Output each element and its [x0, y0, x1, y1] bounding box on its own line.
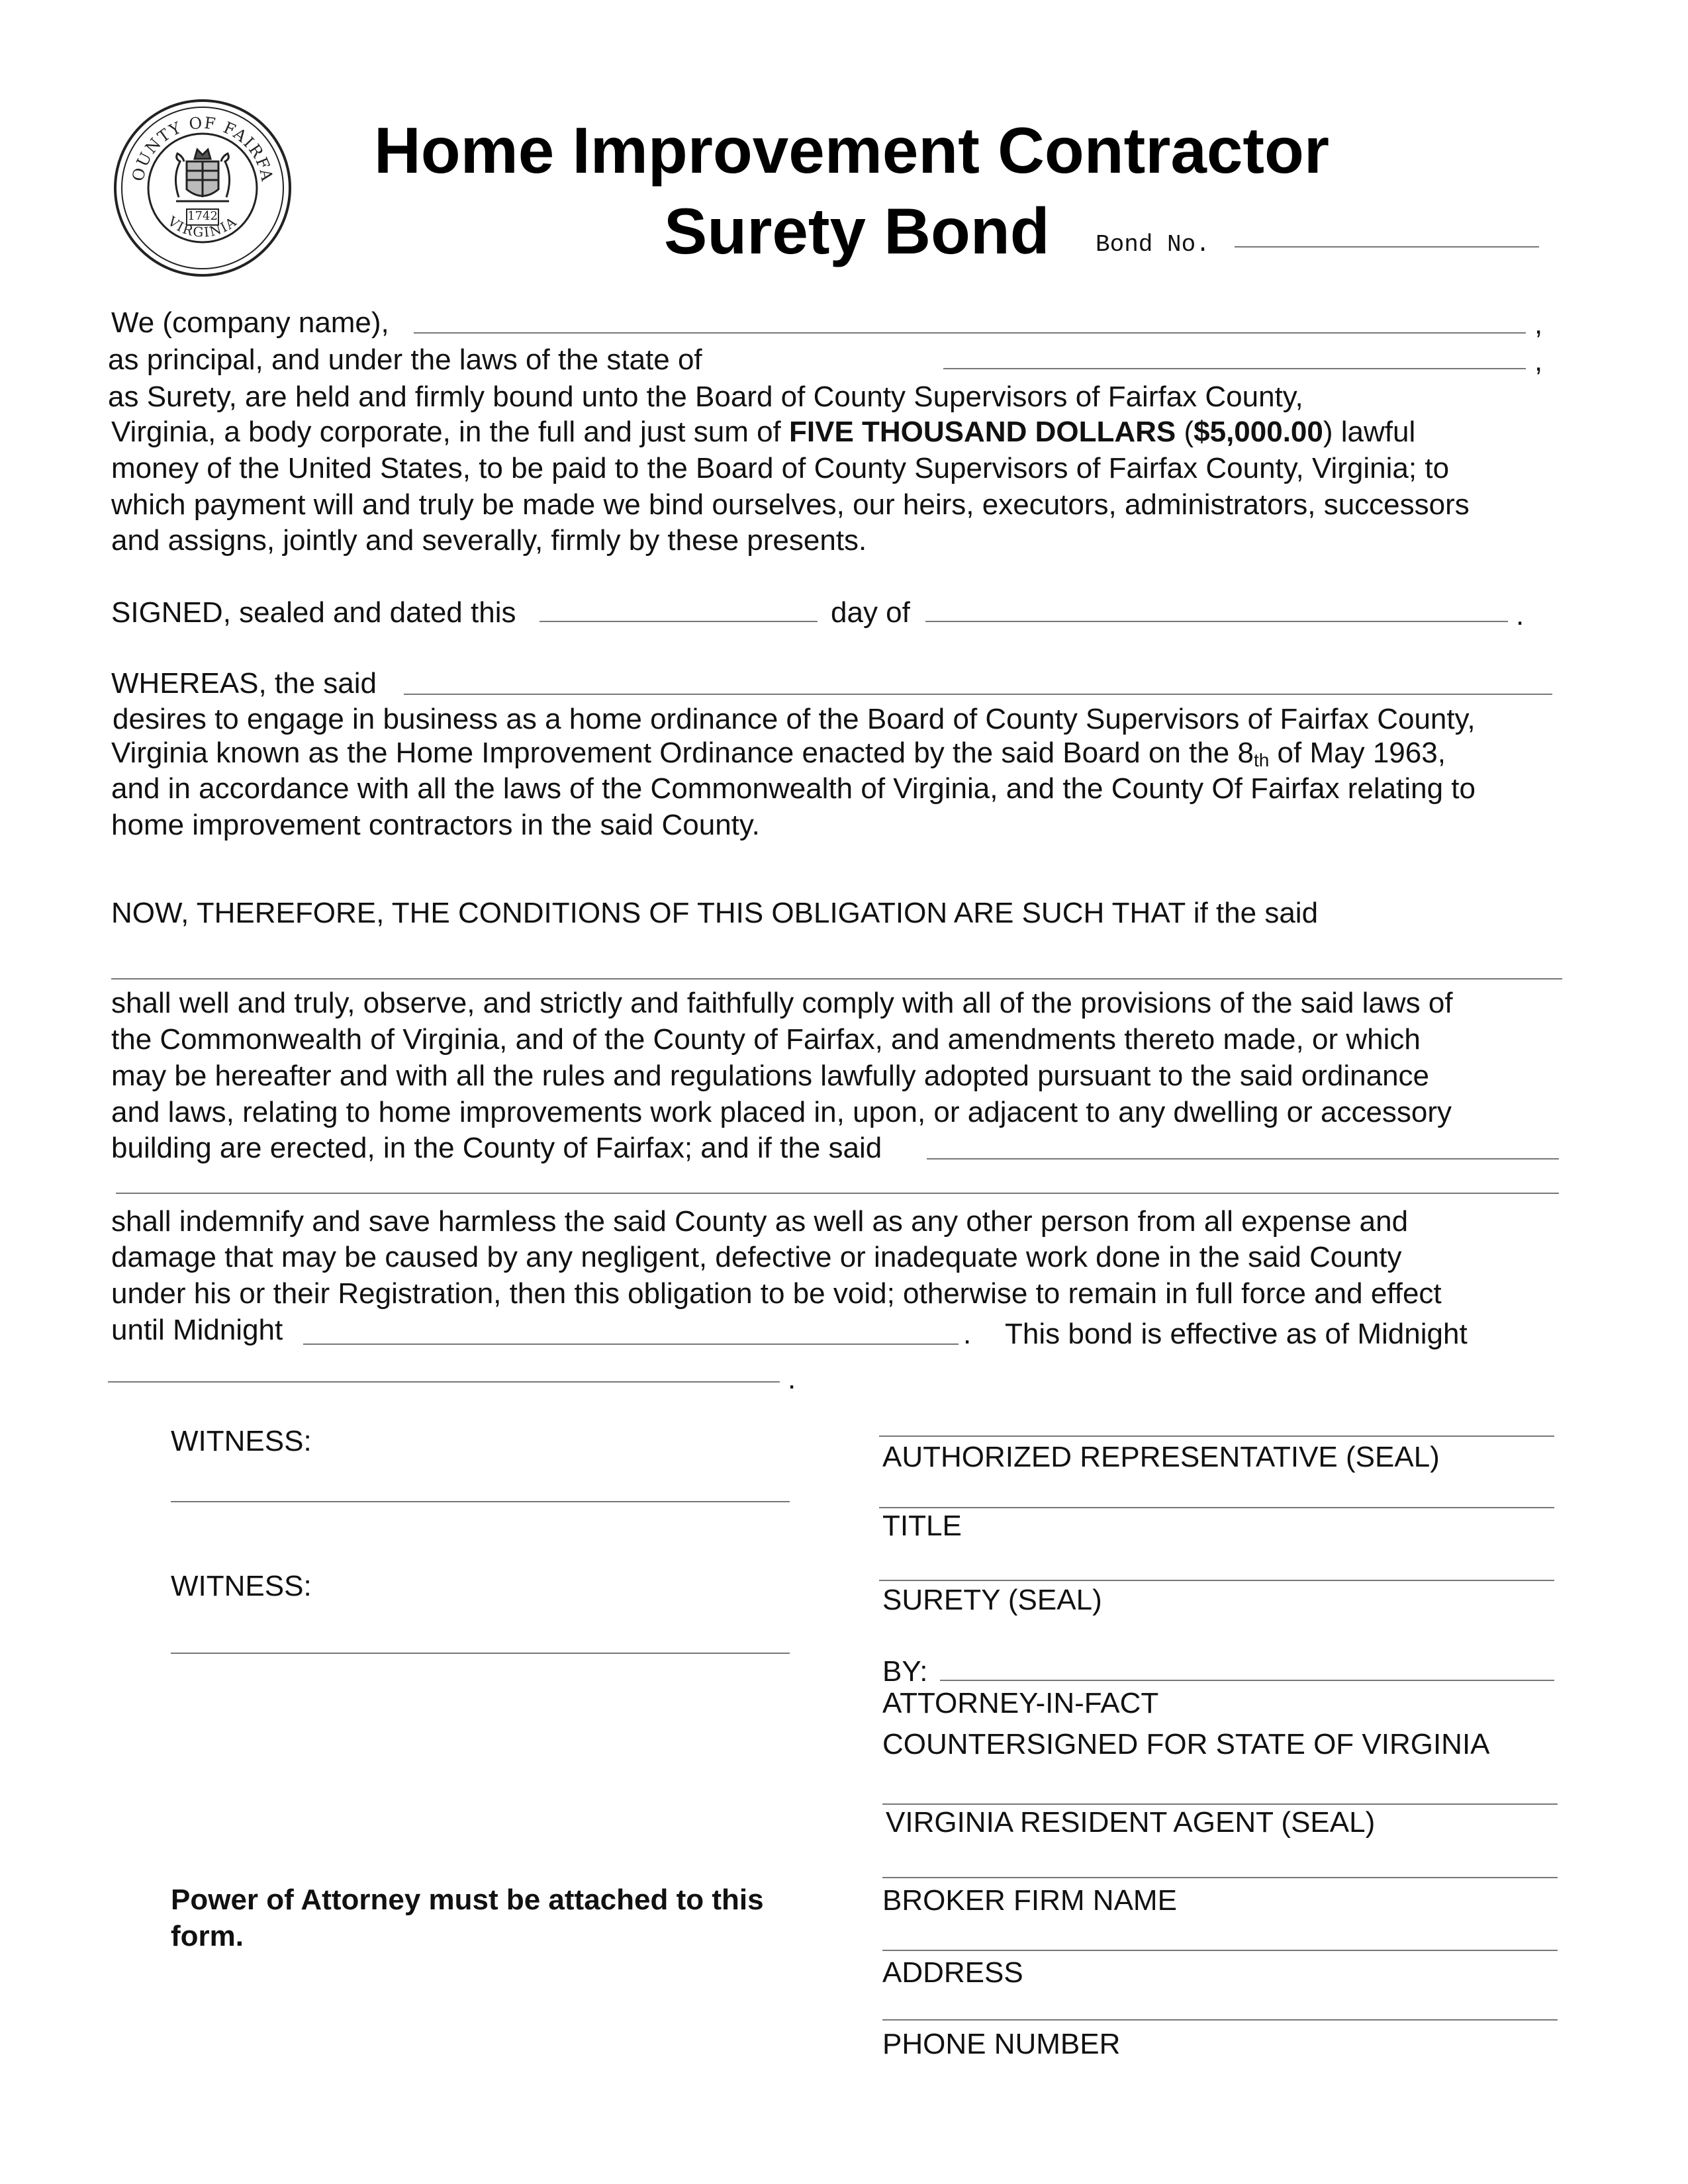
- title-line2: Surety Bond: [664, 195, 1050, 267]
- whereas-name-field[interactable]: [404, 694, 1552, 695]
- title-field[interactable]: [879, 1507, 1554, 1508]
- indemnify-name-field-1[interactable]: [927, 1158, 1559, 1160]
- conditions-name-field[interactable]: [111, 978, 1562, 979]
- comma-2: ,: [1534, 345, 1543, 377]
- effective-label: This bond is effective as of Midnight: [1005, 1318, 1468, 1350]
- county-seal-icon: [113, 98, 293, 278]
- whereas-label: WHEREAS, the said: [111, 667, 377, 700]
- authorized-rep-signature-field[interactable]: [879, 1435, 1554, 1437]
- day-of-label: day of: [831, 596, 910, 629]
- authorized-rep-label: AUTHORIZED REPRESENTATIVE (SEAL): [882, 1441, 1440, 1473]
- crest-icon: [175, 150, 229, 201]
- ordinance-text-a: Virginia known as the Home Improvement Ordinance enacted by the said Board on the 8: [111, 737, 1254, 769]
- witness-1-label: WITNESS:: [171, 1425, 312, 1457]
- resident-agent-label: VIRGINIA RESIDENT AGENT (SEAL): [886, 1806, 1376, 1839]
- bond-no-field[interactable]: [1235, 246, 1539, 248]
- address-field[interactable]: [882, 1950, 1558, 1951]
- surety-signature-field[interactable]: [879, 1580, 1554, 1581]
- signed-label: SIGNED, sealed and dated this: [111, 596, 516, 629]
- countersigned-label: COUNTERSIGNED FOR STATE OF VIRGINIA: [882, 1728, 1490, 1760]
- by-signature-field[interactable]: [940, 1680, 1554, 1681]
- sum-text-e: ) lawful: [1323, 416, 1416, 448]
- paragraph-1-line-6: which payment will and truly be made we bind ourselves, our heirs, executors, administrators, successors: [111, 488, 1470, 521]
- poa-note-line-2: form.: [171, 1920, 244, 1952]
- indemnify-name-field-2[interactable]: [116, 1193, 1559, 1194]
- county-seal: [113, 98, 293, 278]
- paragraph-2-line-5: home improvement contractors in the said County.: [111, 809, 760, 841]
- seal-year: 1742: [187, 209, 218, 223]
- paragraph-1-line-4: [111, 415, 1415, 449]
- principal-state-label: as principal, and under the laws of the state of: [108, 343, 702, 376]
- until-midnight-label: until Midnight: [111, 1314, 283, 1346]
- paragraph-3-line-5: building are erected, in the County of Fairfax; and if the said: [111, 1132, 882, 1164]
- company-name-label: We (company name),: [111, 306, 389, 339]
- paragraph-1-line-5: money of the United States, to be paid to the Board of County Supervisors of Fairfax County, Virginia; to: [111, 452, 1450, 484]
- phone-field[interactable]: [882, 2019, 1558, 2021]
- paragraph-2-line-3: [111, 736, 1446, 774]
- witness-2-label: WITNESS:: [171, 1570, 312, 1602]
- ordinance-text-b: of May 1963,: [1269, 737, 1446, 769]
- seal-top-text: OUNTY OF FAIRFA: [128, 113, 277, 184]
- paragraph-1-line-3: as Surety, are held and firmly bound unto the Board of County Supervisors of Fairfax County,: [108, 381, 1303, 413]
- resident-agent-signature-field[interactable]: [882, 1803, 1558, 1805]
- phone-label: PHONE NUMBER: [882, 2028, 1121, 2060]
- broker-firm-label: BROKER FIRM NAME: [882, 1884, 1177, 1917]
- until-midnight-period: .: [963, 1318, 972, 1350]
- sum-text-a: Virginia, a body corporate, in the full and just sum of: [111, 416, 789, 448]
- witness-1-signature-field[interactable]: [171, 1501, 790, 1502]
- ordinance-superscript: th: [1253, 750, 1270, 770]
- paragraph-4-line-2: damage that may be caused by any negligent, defective or inadequate work done in the said County: [111, 1241, 1402, 1273]
- address-label: ADDRESS: [882, 1956, 1023, 1989]
- paragraph-3-line-3: may be hereafter and with all the rules and regulations lawfully adopted pursuant to the said ordinance: [111, 1060, 1430, 1092]
- paragraph-3-line-2: the Commonwealth of Virginia, and of the County of Fairfax, and amendments thereto made, or which: [111, 1023, 1421, 1056]
- surety-label: SURETY (SEAL): [882, 1584, 1102, 1616]
- paragraph-1-line-7: and assigns, jointly and severally, firmly by these presents.: [111, 524, 867, 557]
- by-label: BY:: [882, 1655, 928, 1688]
- conditions-label: NOW, THEREFORE, THE CONDITIONS OF THIS OBLIGATION ARE SUCH THAT if the said: [111, 897, 1319, 929]
- poa-note-line-1: Power of Attorney must be attached to this: [171, 1884, 764, 1916]
- witness-2-signature-field[interactable]: [171, 1653, 790, 1654]
- paragraph-3-line-4: and laws, relating to home improvements work placed in, upon, or adjacent to any dwelling or accessory: [111, 1096, 1452, 1128]
- signed-period: .: [1516, 599, 1524, 631]
- state-field[interactable]: [943, 368, 1526, 369]
- comma-1: ,: [1534, 308, 1543, 340]
- company-name-field[interactable]: [414, 332, 1526, 334]
- effective-date-field[interactable]: [108, 1381, 780, 1383]
- sum-paren-open: (: [1176, 416, 1194, 448]
- paragraph-4-line-3: under his or their Registration, then this obligation to be void; otherwise to remain in full force and effect: [111, 1277, 1442, 1310]
- title-line1: Home Improvement Contractor: [374, 114, 1330, 187]
- sum-words: FIVE THOUSAND DOLLARS: [789, 416, 1176, 448]
- paragraph-3-line-1: shall well and truly, observe, and strictly and faithfully comply with all of the provisions of the said laws of: [111, 987, 1453, 1019]
- paragraph-4-line-1: shall indemnify and save harmless the said County as well as any other person from all expense and: [111, 1205, 1409, 1238]
- sum-amount: $5,000.00: [1194, 416, 1323, 448]
- title-label: TITLE: [882, 1510, 962, 1542]
- signed-month-field[interactable]: [925, 621, 1508, 622]
- paragraph-2-line-4: and in accordance with all the laws of the Commonwealth of Virginia, and the County Of Fairfax relating to: [111, 772, 1476, 805]
- signed-day-field[interactable]: [539, 621, 818, 622]
- seal-bottom-text: VIRGINIA: [165, 213, 240, 241]
- attorney-in-fact-label: ATTORNEY-IN-FACT: [882, 1687, 1159, 1719]
- broker-firm-field[interactable]: [882, 1877, 1558, 1878]
- paragraph-2-line-2: desires to engage in business as a home ordinance of the Board of County Supervisors of Fairfax County,: [113, 703, 1476, 735]
- until-midnight-field[interactable]: [303, 1343, 959, 1345]
- effective-period: .: [788, 1363, 796, 1395]
- bond-no-label: Bond No.: [1096, 231, 1210, 258]
